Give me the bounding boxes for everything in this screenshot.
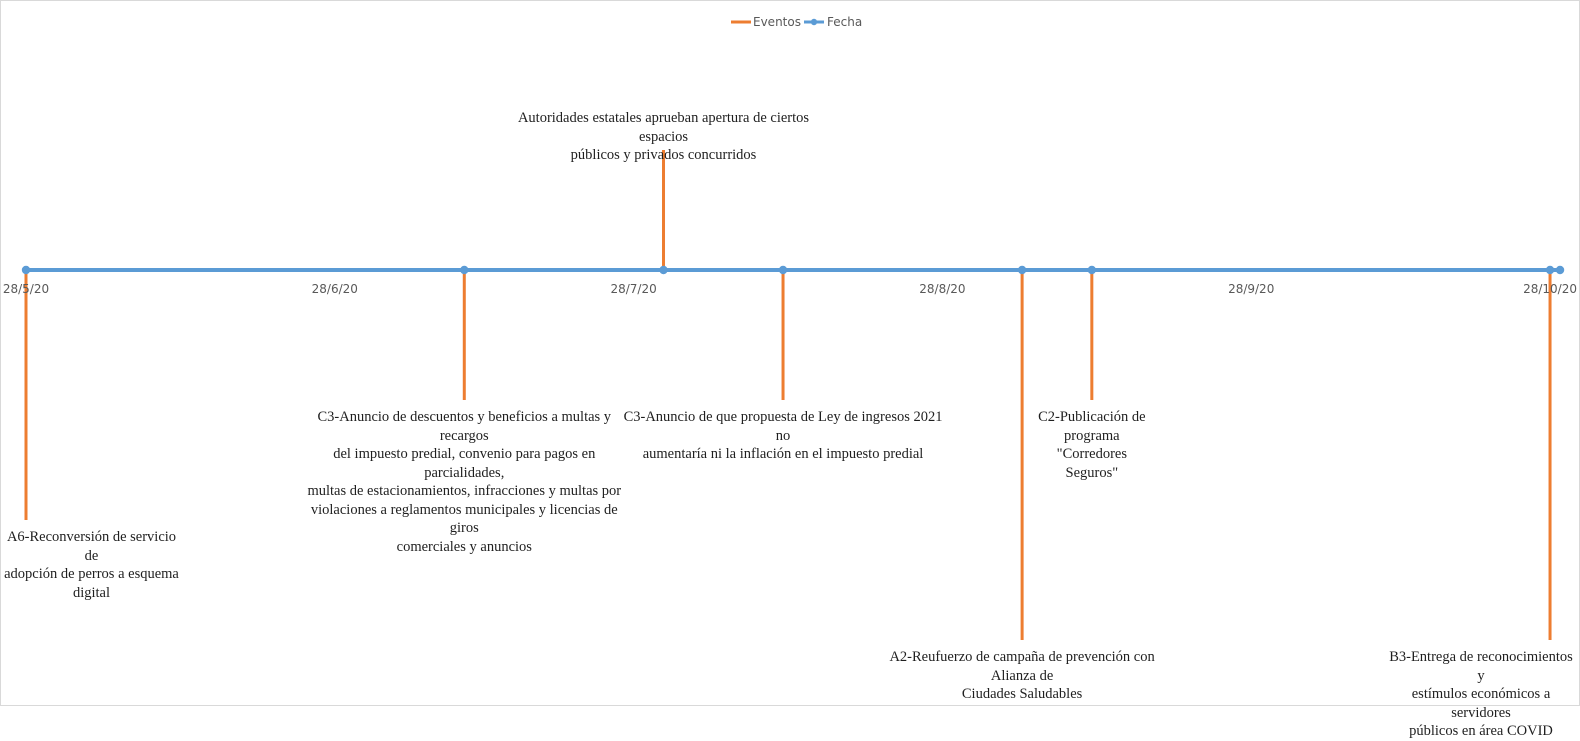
event-label: C3-Anuncio de que propuesta de Ley de ingresos 2021 no aumentaría ni la inflación en el impuesto predial (623, 409, 943, 462)
event-label: B3-Entrega de reconocimientos y estímulos económicos a servidores públicos en área COVID (1389, 649, 1573, 739)
x-tick-label: 28/8/20 (919, 282, 966, 296)
x-tick-label: 28/9/20 (1228, 282, 1275, 296)
date-point (659, 266, 667, 274)
date-point (1018, 266, 1026, 274)
date-point (1088, 266, 1096, 274)
date-point (1556, 266, 1564, 274)
date-point (22, 266, 30, 274)
legend-fecha-label: Fecha (827, 15, 863, 29)
x-tick-label: 28/10/20 (1523, 282, 1577, 296)
date-point (779, 266, 787, 274)
date-point (460, 266, 468, 274)
event-label: A6-Reconversión de servicio de adopción de perros a esquema digital (4, 529, 179, 601)
x-tick-label: 28/7/20 (610, 282, 657, 296)
event-series (26, 150, 1550, 640)
event-label: C2-Publicación de programa "Corredores Seguros" (1038, 409, 1146, 481)
date-axis (22, 266, 1564, 274)
legend-fecha-marker (811, 19, 817, 25)
date-ticks (3, 282, 1577, 296)
event-label: Autoridades estatales aprueban apertura de ciertos espacios públicos y privados concurridos (517, 110, 810, 163)
legend (731, 15, 862, 29)
x-tick-label: 28/5/20 (2, 282, 50, 296)
legend-eventos-label: Eventos (753, 15, 801, 29)
date-point (1546, 266, 1554, 274)
event-label: A2-Reufuerzo de campaña de prevención con Alianza de Ciudades Saludables (889, 649, 1155, 702)
x-tick-label: 28/6/20 (311, 282, 358, 296)
event-label: C3-Anuncio de descuentos y beneficios a multas y recargos del impuesto predial, convenio para pagos en parcialidades, multas de estacionamientos, infracciones y multas por violaciones a reglamentos municipales y licencias de giros comerciales y anuncios (307, 409, 622, 555)
